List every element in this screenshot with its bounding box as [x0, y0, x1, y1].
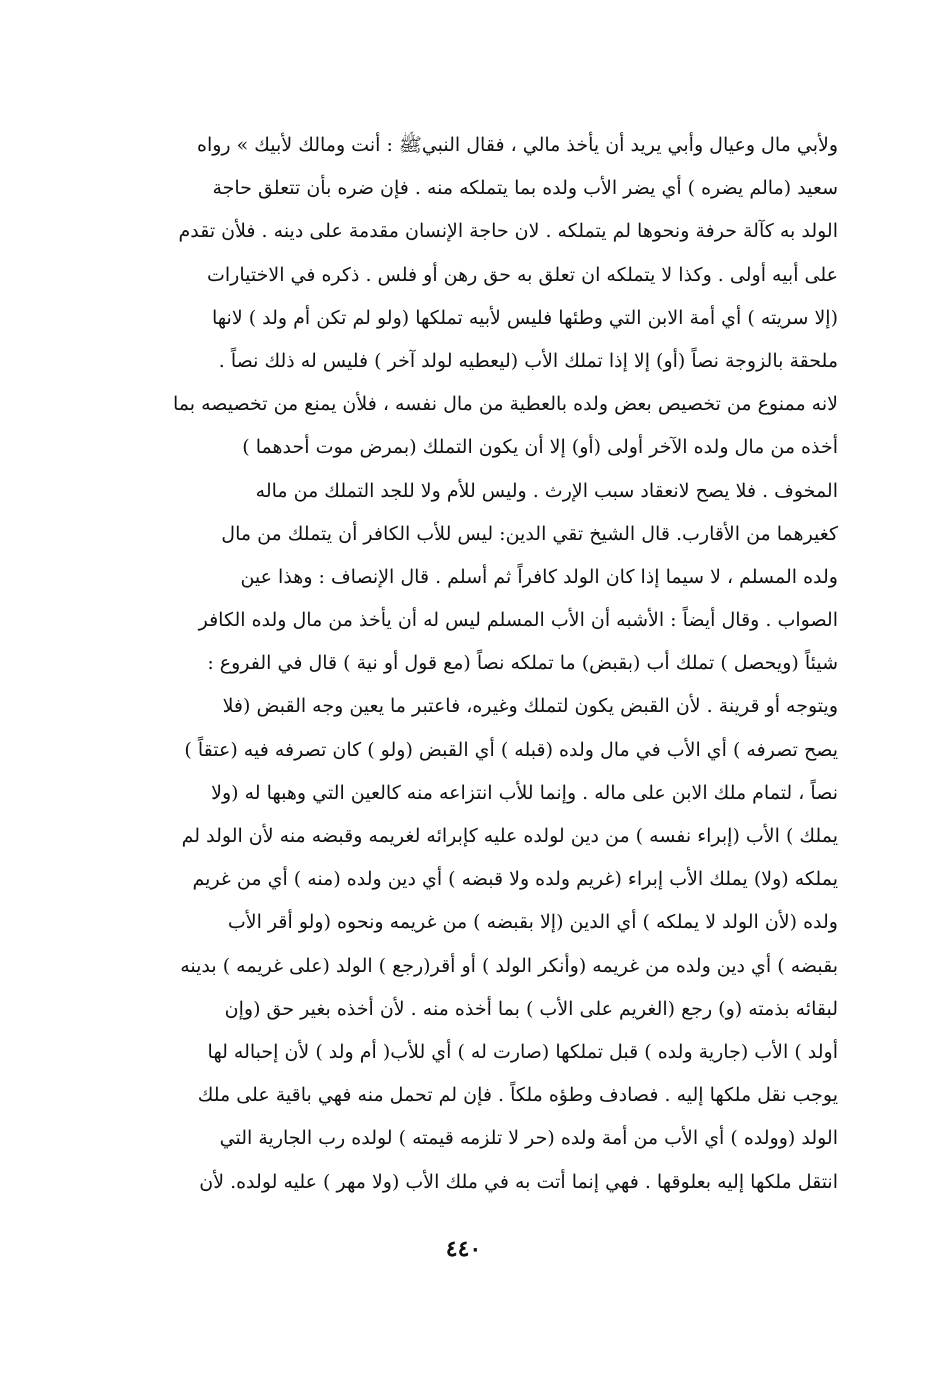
text-line: الصواب . وقال أيضاً : الأشبه أن الأب المسلم ليس له أن يأخذ من مال ولده الكافر [198, 609, 838, 632]
text-line: بقبضه ) أي دين ولده من غريمه (وأنكر الولد ) أو أقر(رجع ) الولد (على غريمه ) بدينه [180, 954, 838, 977]
text-line: أخذه من مال ولده الآخر أولى (أو) إلا أن يكون التملك (بمرض موت أحدهما ) [242, 436, 838, 459]
text-line: انتقل ملكها إليه بعلوقها . فهي إنما أتت به في ملك الأب (ولا مهر ) عليه لولده. لأن [199, 1170, 838, 1193]
text-line: شيئاً (ويحصل ) تملك أب (بقبض) ما تملكه نصاً (مع قول أو نية ) قال في الفروع : [207, 652, 838, 675]
text-line: على أبيه أولى . وكذا لا يتملكه ان تعلق به حق رهن أو فلس . ذكره في الاختيارات [207, 263, 838, 286]
page-number: ٤٤٠ [445, 1236, 482, 1262]
text-line: يصح تصرفه ) أي الأب في مال ولده (قبله ) أي القبض (ولو ) كان تصرفه فيه (عتقاً ) [184, 738, 838, 761]
text-line: يوجب نقل ملكها إليه . فصادف وطؤه ملكاً . فإن لم تحمل منه فهي باقية على ملك [197, 1084, 838, 1107]
text-line: (إلا سريته ) أي أمة الابن التي وطئها فليس لأبيه تملكها (ولو لم تكن أم ولد ) لانها [211, 306, 838, 329]
text-line: كغيرهما من الأقارب. قال الشيخ تقي الدين: ليس للأب الكافر أن يتملك من مال [221, 522, 838, 545]
text-line: ولده المسلم ، لا سيما إذا كان الولد كافراً ثم أسلم . قال الإنصاف : وهذا عين [240, 565, 838, 588]
text-line: الولد (وولده ) أي الأب من أمة ولده (حر لا تلزمه قيمته ) لولده رب الجارية التي [219, 1127, 838, 1150]
text-line: نصاً ، لتمام ملك الابن على ماله . وإنما للأب انتزاعه منه كالعين التي وهبها له (ولا [211, 781, 838, 804]
text-line: لانه ممنوع من تخصيص بعض ولده بالعطية من مال نفسه ، فلأن يمنع من تخصيصه بما [173, 393, 838, 416]
text-line: يملكه (ولا) يملك الأب إبراء (غريم ولده ولا قبضه ) أي دين ولده (منه ) أي من غريم [192, 868, 838, 891]
body-text [98, 124, 838, 1204]
text-line: ويتوجه أو قرينة . لأن القبض يكون لتملك وغيره، فاعتبر ما يعين وجه القبض (فلا [222, 695, 838, 718]
text-line: المخوف . فلا يصح لانعقاد سبب الإرث . وليس للأم ولا للجد التملك من ماله [255, 479, 838, 502]
text-line: أولد ) الأب (جارية ولده ) قبل تملكها (صارت له ) أي للأب( أم ولد ) لأن إحباله لها [207, 1040, 838, 1063]
text-line: ولده (لأن الولد لا يملكه ) أي الدين (إلا بقبضه ) من غريمه ونحوه (ولو أقر الأب [227, 911, 838, 934]
text-line: لبقائه بذمته (و) رجع (الغريم على الأب ) بما أخذه منه . لأن أخذه بغير حق (وإن [224, 997, 838, 1020]
text-line: الولد به كآلة حرفة ونحوها لم يتملكه . لان حاجة الإنسان مقدمة على دينه . فلأن تقدم [178, 220, 838, 243]
text-line: ملحقة بالزوجة نصاً (أو) إلا إذا تملك الأب (ليعطيه لولد آخر ) فليس له ذلك نصاً . [218, 349, 838, 372]
text-line: ولأبي مال وعيال وأبي يريد أن يأخذ مالي ، فقال النبيﷺ : أنت ومالك لأبيك » رواه [197, 134, 838, 156]
text-line: يملك ) الأب (إبراء نفسه ) من دين لولده عليه كإبرائه لغريمه وقبضه منه لأن الولد لم [181, 825, 838, 847]
text-line: سعيد (مالم يضره ) أي يضر الأب ولده بما يتملكه منه . فإن ضره بأن تتعلق حاجة [212, 177, 838, 200]
